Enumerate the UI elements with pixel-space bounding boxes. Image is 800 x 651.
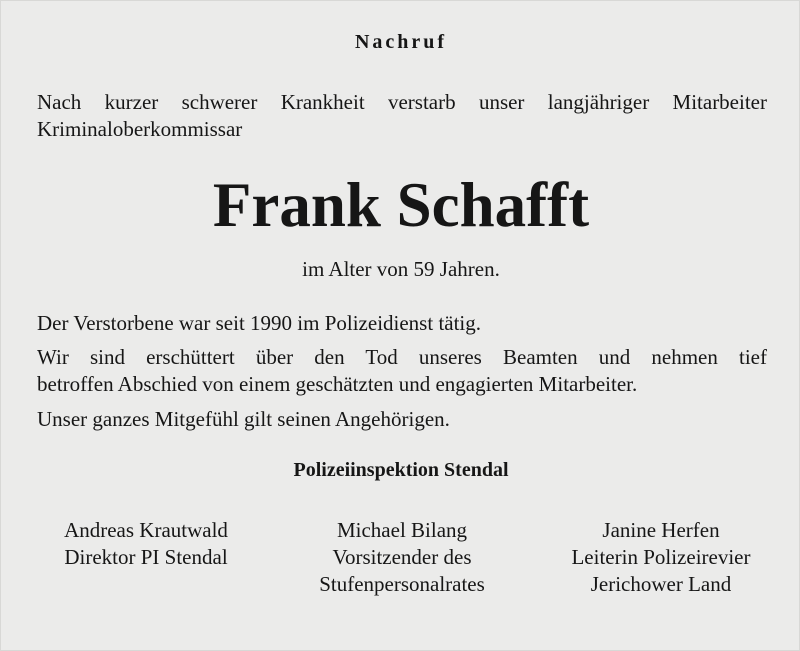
signer-1 [21,517,271,571]
sorrow-paragraph [37,344,767,398]
signer-role: Vorsitzender des [332,545,472,569]
intro-line-2: Kriminaloberkommissar [37,117,243,141]
signer-name: Andreas Krautwald [64,518,228,542]
intro-line-1: Nach kurzer schwerer Krankheit verstarb unser langjähriger Mitarbeiter [37,90,767,114]
signer-role-continued: Stufenpersonalrates [319,572,485,596]
signer-3 [536,517,786,598]
signer-role: Direktor PI Stendal [64,545,228,569]
signer-role-continued: Jerichower Land [590,572,732,596]
service-line: Der Verstorbene war seit 1990 im Polizeidienst tätig. [37,311,482,335]
sorrow-line-1: Wir sind erschüttert über den Tod unseres Beamten und nehmen tief [37,345,767,369]
heading: Nachruf [354,31,448,53]
sympathy-line: Unser ganzes Mitgefühl gilt seinen Angehörigen. [37,407,450,431]
signer-2 [277,517,527,598]
sorrow-line-2: betroffen Abschied von einem geschätzten und engagierten Mitarbeiter. [37,372,638,396]
signer-name: Michael Bilang [336,518,468,542]
signer-role: Leiterin Polizeirevier [571,545,751,569]
organization: Polizeiinspektion Stendal [293,459,509,481]
signer-name: Janine Herfen [602,518,720,542]
deceased-name: Frank Schafft [212,170,590,240]
intro-paragraph [37,89,767,143]
age-line: im Alter von 59 Jahren. [302,257,500,281]
